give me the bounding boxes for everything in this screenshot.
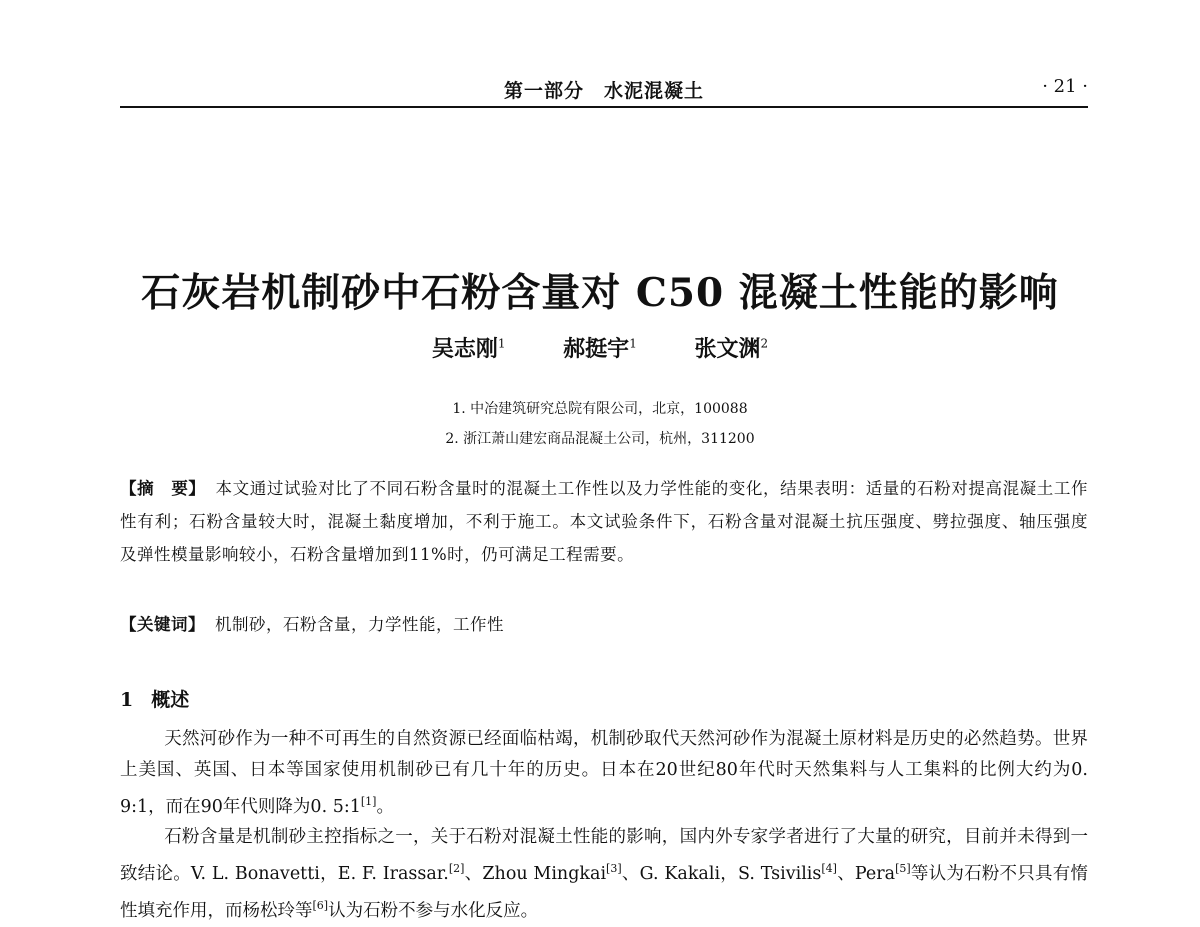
page-number: · 21 ·	[1042, 76, 1088, 97]
keywords	[120, 608, 1088, 641]
author-list	[0, 332, 1200, 363]
author: 吴志刚$^1$	[431, 336, 506, 362]
section-number: 1	[120, 689, 134, 711]
section-title: 第一部分 水泥混凝土	[503, 80, 704, 102]
citation[interactable]: [3]	[606, 862, 622, 875]
citation[interactable]: [6]	[312, 898, 329, 912]
section-heading	[120, 685, 189, 712]
body-paragraph: 石粉含量是机制砂主控指标之一，关于石粉对混凝土性能的影响，国内外专家学者进行了大量的研究，目前并未得到一致结论。V. L. Bonavetti，E. F. Irassar.[2]、Zhou Mingkai[3]、G. Kakali，S. Tsivilis[4]、Pera[5]等认为石粉不只具有惰性填充作用，而杨松玲等[6]认为石粉不参与水化反应。	[120, 827, 1088, 921]
keywords-label: 【关键词】	[120, 615, 205, 634]
citation[interactable]: [1]	[360, 795, 377, 808]
paper-title: 石灰岩机制砂中石粉含量对 C50 混凝土性能的影响	[141, 270, 1059, 316]
abstract-label: 【摘 要】	[120, 479, 206, 498]
citation[interactable]: [2]	[448, 862, 465, 875]
author: 郝挺宇$^1$	[563, 336, 637, 362]
body-paragraph: 天然河砂作为一种不可再生的自然资源已经面临枯竭，机制砂取代天然河砂作为混凝土原材料是历史的必然趋势。世界上美国、英国、日本等国家使用机制砂已有几十年的历史。日本在20世纪80年代时天然集料与人工集料的比例大约为0. 9:1，而在90年代则降为0. 5:1[1]。	[120, 729, 1088, 817]
section-heading-title: 概述	[151, 689, 190, 711]
affiliation: 2. 浙江萧山建宏商品混凝土公司，杭州，311200	[445, 431, 755, 447]
affiliation: 1. 中冶建筑研究总院有限公司，北京，100088	[452, 401, 748, 417]
citation[interactable]: [4]	[821, 862, 837, 875]
author: 张文渊$^2$	[694, 336, 769, 362]
abstract-text: 本文通过试验对比了不同石粉含量时的混凝土工作性以及力学性能的变化，结果表明：适量的石粉对提高混凝土工作性有利；石粉含量较大时，混凝土黏度增加，不利于施工。本文试验条件下，石粉含量对混凝土抗压强度、劈拉强度、轴压强度及弹性模量影响较小，石粉含量增加到11%时，仍可满足工程需要。	[120, 479, 1089, 564]
abstract	[120, 472, 1088, 571]
running-header	[120, 72, 1088, 108]
keywords-text: 机制砂，石粉含量，力学性能，工作性	[215, 615, 504, 634]
citation[interactable]: [5]	[895, 862, 911, 875]
